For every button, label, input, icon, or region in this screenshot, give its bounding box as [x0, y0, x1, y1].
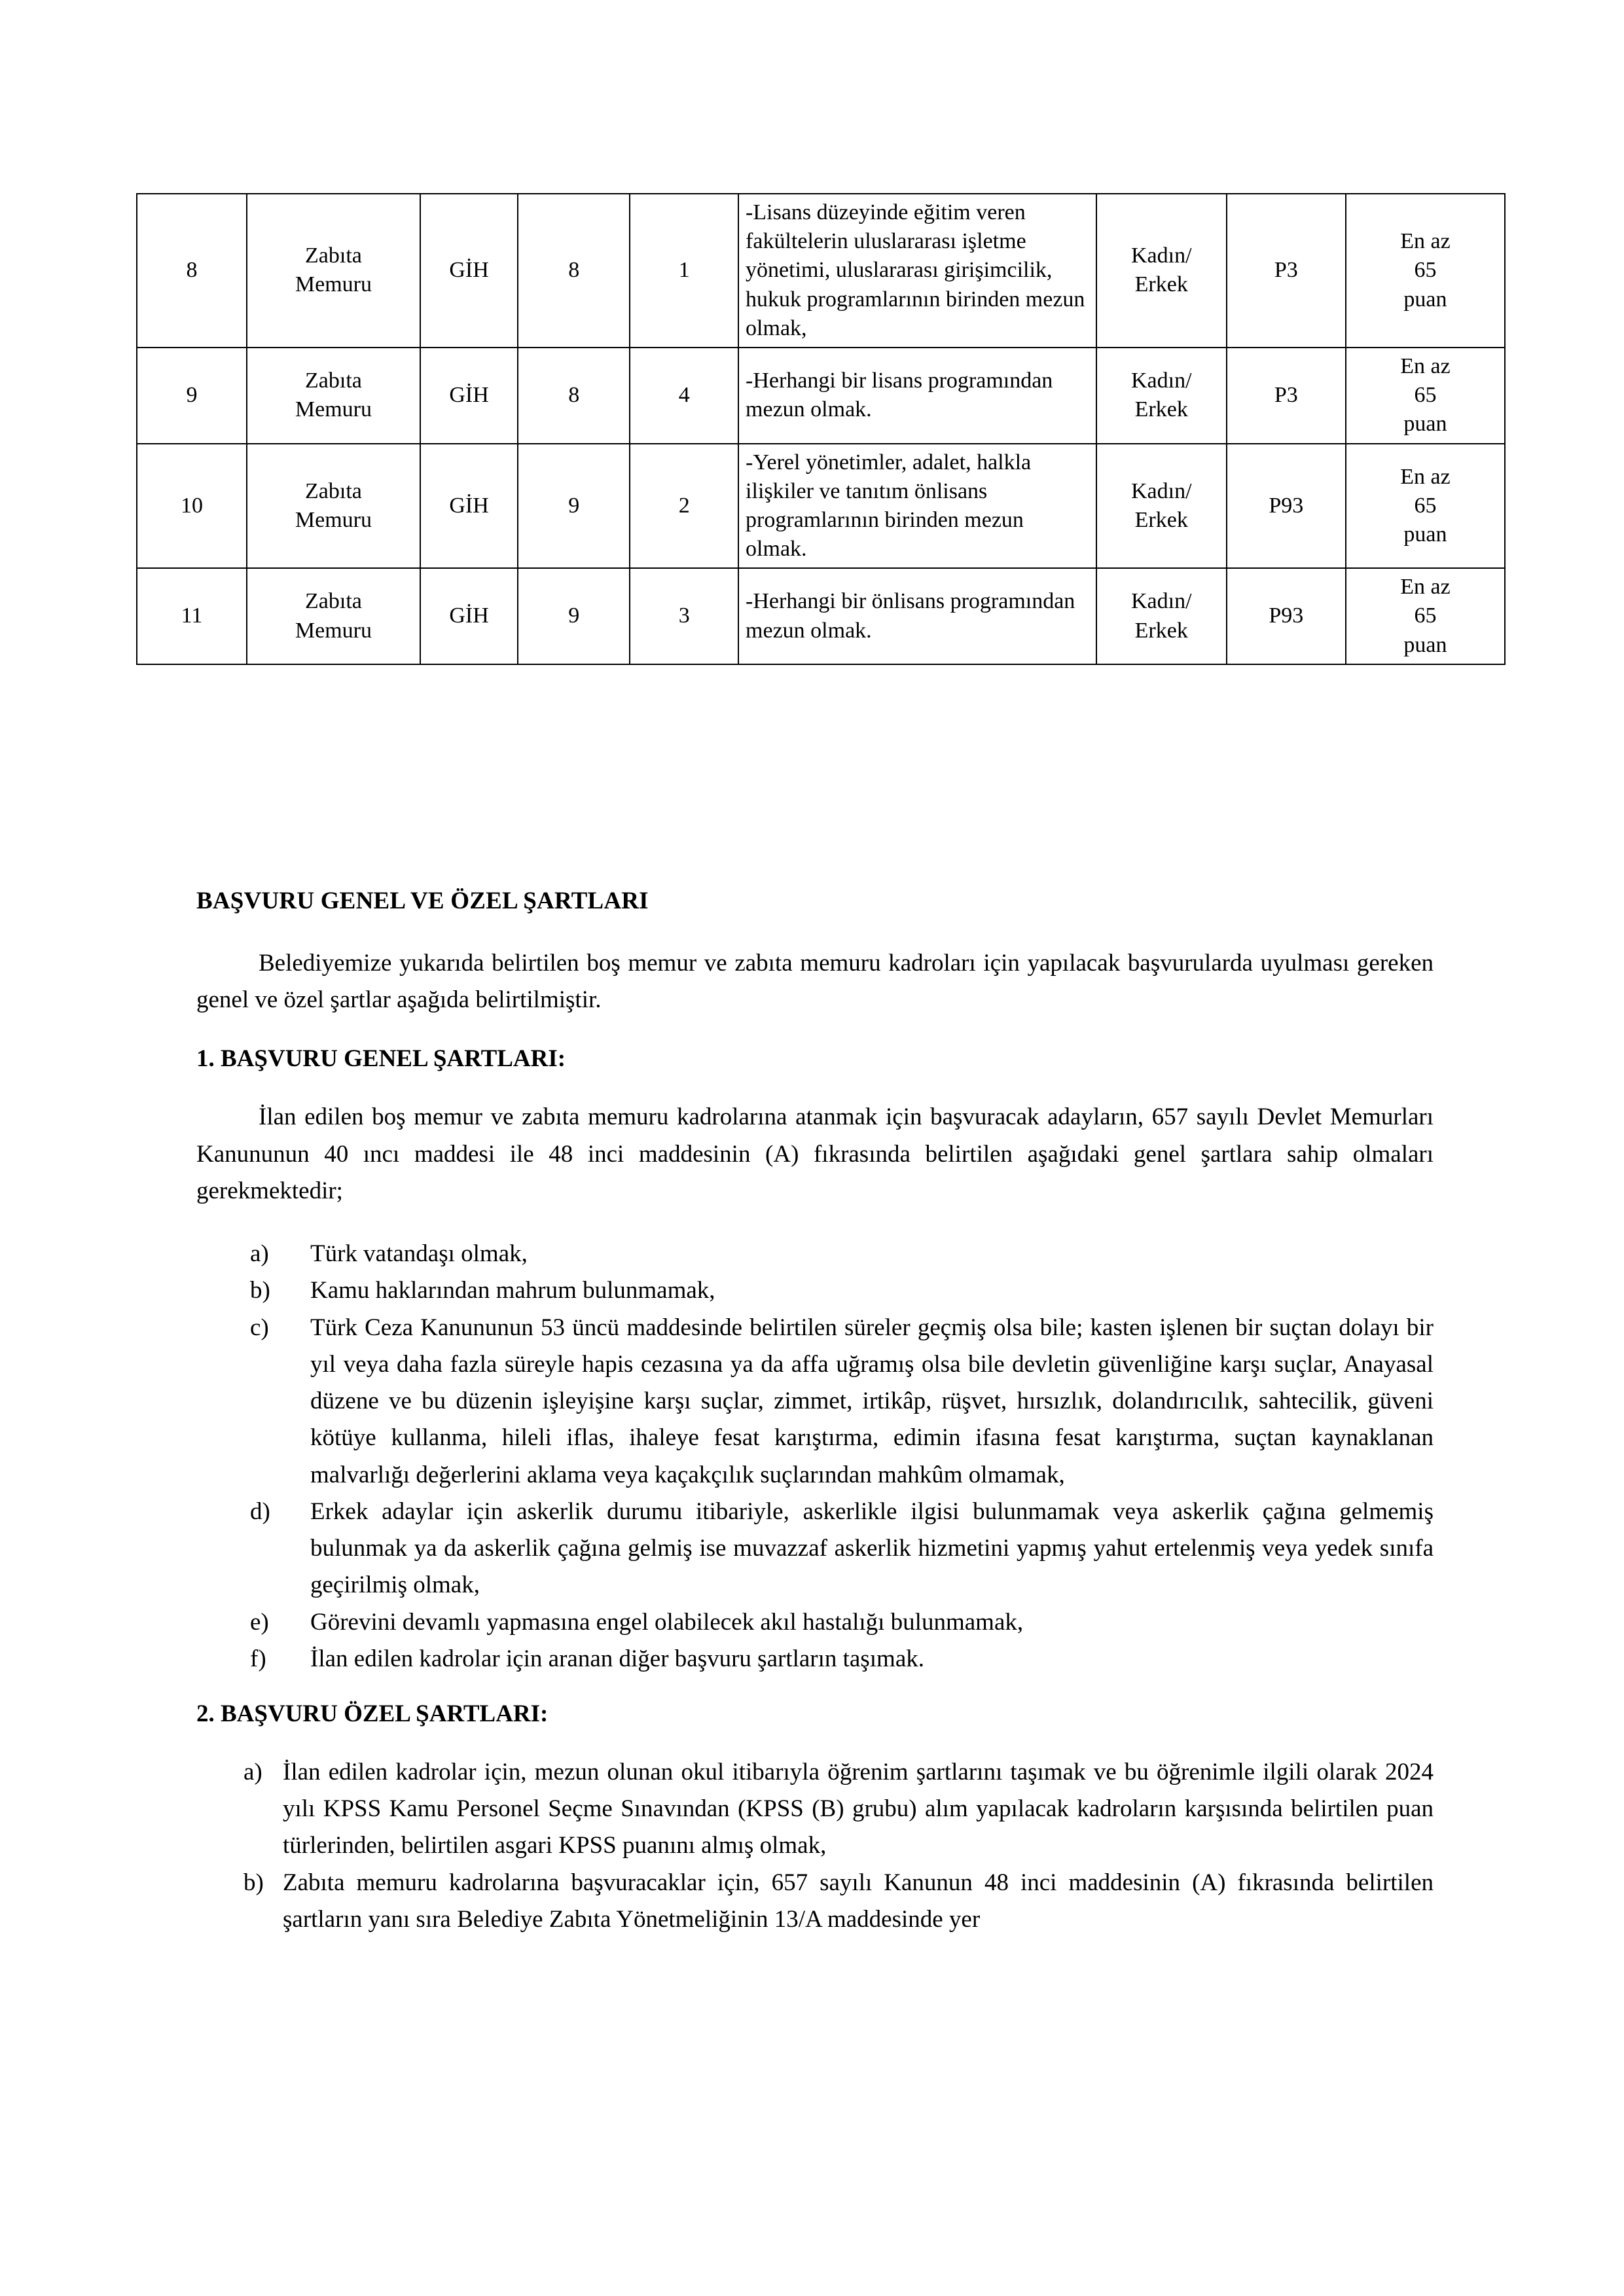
- list-item-text: İlan edilen kadrolar için aranan diğer başvuru şartların taşımak.: [310, 1645, 924, 1672]
- list-item-marker: e): [250, 1608, 269, 1636]
- cell-sira-no: 10: [137, 444, 247, 569]
- puan-line-1: En az: [1400, 229, 1451, 254]
- intro-paragraph: Belediyemize yukarıda belirtilen boş memur ve zabıta memuru kadroları için yapılacak başvurularda uyulması gereken genel ve özel şartlar aşağıda belirtilmiştir.: [196, 950, 1434, 1014]
- puan-line-3: puan: [1403, 412, 1447, 437]
- cell-niteligi: -Herhangi bir önlisans programından mezun olmak.: [738, 568, 1096, 664]
- list-item-marker: a): [250, 1240, 269, 1268]
- list-item-marker: c): [250, 1314, 269, 1341]
- list-item-text: İlan edilen kadrolar için, mezun olunan okul itibarıyla öğrenim şartlarını taşımak ve bu öğrenimle ilgili olarak 2024 yılı KPSS Kamu Personel Seçme Sınavından (KPSS (B) grubu) alım yapılacak kadroların karşısında belirtilen puan türlerinden, belirtilen asgari KPSS puanını almış olmak,: [283, 1758, 1434, 1859]
- cell-cinsiyeti: [1096, 444, 1227, 569]
- section-2-title: 2. BAŞVURU ÖZEL ŞARTLARI:: [196, 1700, 549, 1727]
- section-1-title: 1. BAŞVURU GENEL ŞARTLARI:: [196, 1045, 566, 1073]
- puan-line-1: En az: [1400, 575, 1451, 600]
- cell-adedi: 1: [630, 194, 738, 348]
- list-item: [250, 1310, 1434, 1494]
- cell-derecesi: 8: [518, 348, 630, 444]
- cell-kadro-unvani: [247, 348, 420, 444]
- unvan-line-1: Zabıta: [305, 368, 362, 393]
- unvan-line-1: Zabıta: [305, 478, 362, 503]
- cell-derecesi: 8: [518, 194, 630, 348]
- puan-line-1: En az: [1400, 464, 1451, 489]
- cell-adedi: 4: [630, 348, 738, 444]
- document-body: [196, 887, 1434, 1960]
- cell-kadro-unvani: [247, 444, 420, 569]
- cinsiyet-line-1: Kadın/: [1130, 589, 1192, 614]
- cell-kadro-unvani: [247, 194, 420, 348]
- cell-sinifi: GİH: [420, 444, 518, 569]
- page-title: BAŞVURU GENEL VE ÖZEL ŞARTLARI: [196, 888, 649, 914]
- list-item-text: Zabıta memuru kadrolarına başvuracaklar için, 657 sayılı Kanunun 48 inci maddesinin (A) fıkrasında belirtilen şartların yanı sıra Belediye Zabıta Yönetmeliğinin 13/A maddesinde yer: [283, 1869, 1434, 1933]
- unvan-stack: [254, 477, 413, 535]
- list-item-marker: b): [250, 1277, 270, 1304]
- puan-line-2: 65: [1414, 383, 1437, 408]
- kadro-table-body: [137, 194, 1505, 664]
- unvan-line-2: Memuru: [295, 618, 372, 643]
- section-1-list: [250, 1236, 1434, 1677]
- cinsiyet-line-2: Erkek: [1134, 397, 1188, 422]
- cinsiyet-line-1: Kadın/: [1130, 478, 1192, 503]
- puan-stack: [1353, 352, 1498, 439]
- unvan-line-1: Zabıta: [305, 243, 362, 268]
- puan-line-3: puan: [1403, 522, 1447, 547]
- list-item: [250, 1494, 1434, 1604]
- cell-sinifi: GİH: [420, 348, 518, 444]
- cell-niteligi: -Lisans düzeyinde eğitim veren fakültelerin uluslararası işletme yönetimi, uluslararası girişimcilik, hukuk programlarının birinden mezun olmak,: [738, 194, 1096, 348]
- cell-kpss-taban-puani: [1346, 568, 1505, 664]
- cell-cinsiyeti: [1096, 568, 1227, 664]
- puan-line-2: 65: [1414, 258, 1437, 283]
- table-row: [137, 568, 1505, 664]
- cell-cinsiyeti: [1096, 194, 1227, 348]
- section-2-list: [244, 1754, 1434, 1938]
- table-row: [137, 194, 1505, 348]
- cell-kpss-puan-turu: P93: [1227, 568, 1346, 664]
- cell-kpss-puan-turu: P3: [1227, 348, 1346, 444]
- cell-kpss-puan-turu: P93: [1227, 444, 1346, 569]
- unvan-stack: [254, 587, 413, 645]
- list-item: [250, 1272, 1434, 1309]
- cinsiyet-line-2: Erkek: [1134, 507, 1188, 532]
- cinsiyet-stack: [1104, 587, 1219, 645]
- list-item-marker: d): [250, 1498, 270, 1525]
- cell-kpss-taban-puani: [1346, 444, 1505, 569]
- cinsiyet-line-2: Erkek: [1134, 618, 1188, 643]
- cell-sinifi: GİH: [420, 194, 518, 348]
- list-item: [250, 1236, 1434, 1272]
- list-item: [244, 1865, 1434, 1938]
- cell-derecesi: 9: [518, 444, 630, 569]
- section-1-paragraph: İlan edilen boş memur ve zabıta memuru kadrolarına atanmak için başvuracak adayların, 657 sayılı Devlet Memurları Kanununun 40 ıncı maddesi ile 48 inci maddesinin (A) fıkrasında belirtilen aşağıdaki genel şartlara sahip olmaları gerekmektedir;: [196, 1103, 1434, 1204]
- cell-adedi: 2: [630, 444, 738, 569]
- puan-line-3: puan: [1403, 632, 1447, 657]
- cell-adedi: 3: [630, 568, 738, 664]
- cell-niteligi: -Yerel yönetimler, adalet, halkla ilişkiler ve tanıtım önlisans programlarının birinden mezun olmak.: [738, 444, 1096, 569]
- table-row: [137, 348, 1505, 444]
- unvan-line-2: Memuru: [295, 507, 372, 532]
- puan-line-1: En az: [1400, 353, 1451, 378]
- list-item: [250, 1604, 1434, 1641]
- cell-kadro-unvani: [247, 568, 420, 664]
- kadro-table-wrapper: [136, 193, 1506, 665]
- unvan-stack: [254, 242, 413, 299]
- cell-kpss-taban-puani: [1346, 348, 1505, 444]
- cell-sinifi: GİH: [420, 568, 518, 664]
- unvan-line-2: Memuru: [295, 397, 372, 422]
- cell-cinsiyeti: [1096, 348, 1227, 444]
- puan-stack: [1353, 573, 1498, 660]
- cell-kpss-puan-turu: P3: [1227, 194, 1346, 348]
- cell-sira-no: 11: [137, 568, 247, 664]
- list-item-text: Kamu haklarından mahrum bulunmamak,: [310, 1277, 715, 1304]
- unvan-line-1: Zabıta: [305, 589, 362, 614]
- list-item: [244, 1754, 1434, 1865]
- list-item-marker: a): [244, 1758, 262, 1785]
- cinsiyet-stack: [1104, 242, 1219, 299]
- list-item: [250, 1641, 1434, 1677]
- puan-line-3: puan: [1403, 287, 1447, 312]
- cell-niteligi: -Herhangi bir lisans programından mezun olmak.: [738, 348, 1096, 444]
- cinsiyet-line-1: Kadın/: [1130, 243, 1192, 268]
- puan-stack: [1353, 227, 1498, 314]
- list-item-text: Türk vatandaşı olmak,: [310, 1240, 528, 1268]
- puan-line-2: 65: [1414, 493, 1437, 518]
- cinsiyet-line-2: Erkek: [1134, 272, 1188, 297]
- puan-line-2: 65: [1414, 603, 1437, 628]
- unvan-line-2: Memuru: [295, 272, 372, 297]
- cell-sira-no: 9: [137, 348, 247, 444]
- puan-stack: [1353, 463, 1498, 550]
- cinsiyet-stack: [1104, 477, 1219, 535]
- table-row: [137, 444, 1505, 569]
- unvan-stack: [254, 367, 413, 424]
- kadro-table: [136, 193, 1506, 665]
- list-item-text: Türk Ceza Kanununun 53 üncü maddesinde belirtilen süreler geçmiş olsa bile; kasten işlenen bir suçtan dolayı bir yıl veya daha fazla süreyle hapis cezasına ya da affa uğramış olsa bile devletin güvenliğine karşı suçlar, Anayasal düzene ve bu düzenin işleyişine karşı suçlar, zimmet, irtikâp, rüşvet, hırsızlık, dolandırıcılık, sahtecilik, güveni kötüye kullanma, hileli iflas, ihaleye fesat karıştırma, edimin ifasına fesat karıştırma, suçtan kaynaklanan malvarlığı değerlerini aklama veya kaçakçılık suçlarından mahkûm olmamak,: [310, 1314, 1434, 1488]
- list-item-text: Erkek adaylar için askerlik durumu itibariyle, askerlikle ilgisi bulunmamak veya askerlik çağına gelmemiş bulunmak ya da askerlik çağına gelmiş ise muvazzaf askerlik hizmetini yapmış yahut ertelenmiş veya yedek sınıfa geçirilmiş olmak,: [310, 1498, 1434, 1599]
- list-item-marker: b): [244, 1869, 264, 1896]
- list-item-marker: f): [250, 1645, 266, 1672]
- cell-kpss-taban-puani: [1346, 194, 1505, 348]
- cinsiyet-line-1: Kadın/: [1130, 368, 1192, 393]
- cell-sira-no: 8: [137, 194, 247, 348]
- cinsiyet-stack: [1104, 367, 1219, 424]
- cell-derecesi: 9: [518, 568, 630, 664]
- list-item-text: Görevini devamlı yapmasına engel olabilecek akıl hastalığı bulunmamak,: [310, 1608, 1024, 1636]
